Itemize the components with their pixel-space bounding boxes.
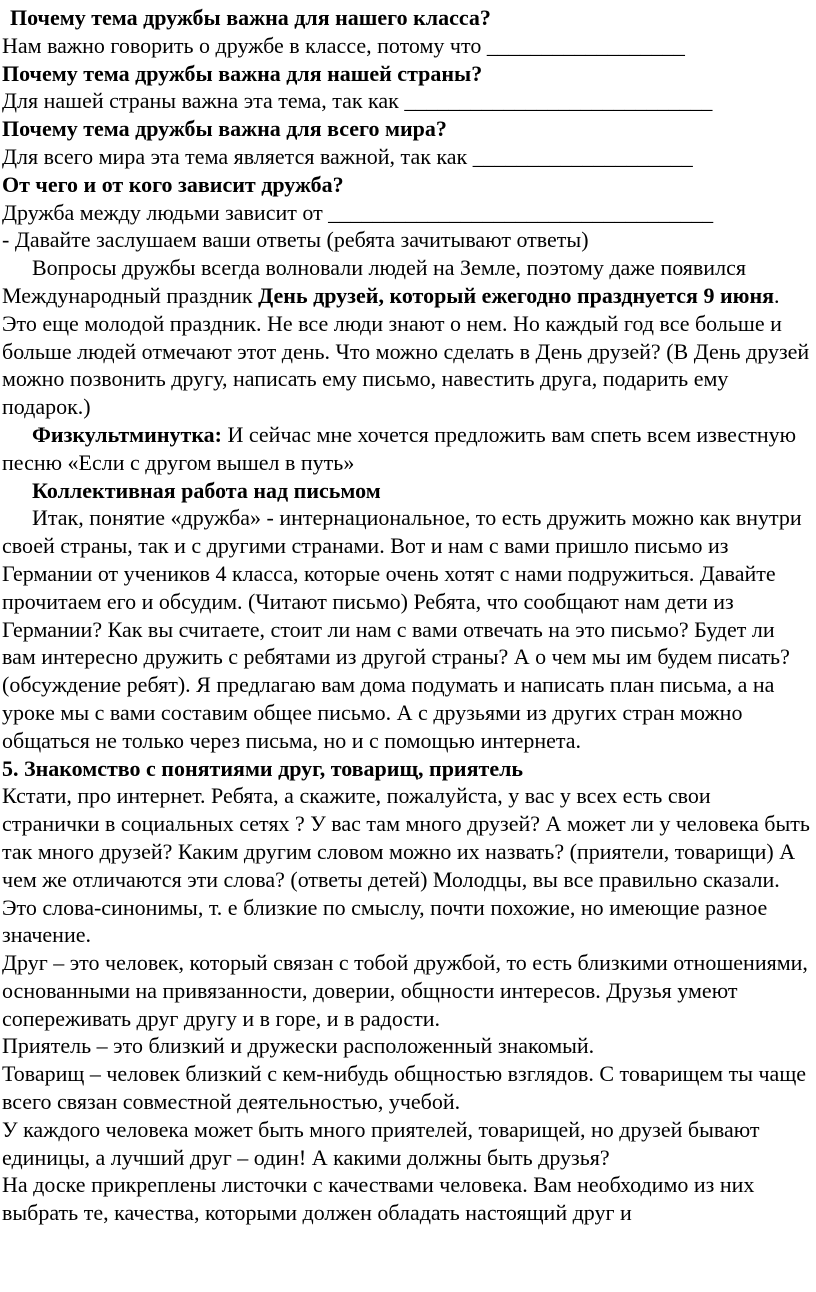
question-world-heading: Почему тема дружбы важна для всего мира? — [2, 116, 447, 142]
friends-day-highlight: День друзей, который ежегодно празднуется 9 июня — [258, 282, 775, 308]
question-class-heading: Почему тема дружбы важна для нашего класса? — [10, 5, 491, 30]
fizminutka-paragraph — [2, 421, 812, 477]
internet-paragraph: Кстати, про интернет. Ребята, а скажите, пожалуйста, у вас у всех есть свои странички в социальных сетях ? У вас там много друзей? А может ли у человека быть так много друзей? Каким другим словом можно их назвать? (приятели, товарищи) А чем же отличаются эти слова? (ответы детей) Молодцы, вы все правильно сказали. Это слова-синонимы, т. е близкие по смыслу, почти похожие, но имеющие разное значение. — [2, 783, 810, 948]
fizminutka-label: Физкультминутка: — [32, 421, 222, 447]
definition-friend: Друг – это человек, который связан с тобой дружбой, то есть близкими отношениями, основанными на привязанности, доверии, общности интересов. Друзья умеют сопереживать друг другу и в горе, и в радости. — [2, 950, 808, 1031]
every-person-paragraph: У каждого человека может быть много приятелей, товарищей, но друзей бывают единицы, а лучший друг – один! А какими должны быть друзья? — [2, 1116, 760, 1170]
friends-day-text-start: Вопросы дружбы всегда волновали людей на Земле, поэтому даже появился Международный праздник — [2, 255, 746, 308]
board-paragraph: На доске прикреплены листочки с качествами человека. Вам необходимо из них выбрать те, качества, которыми должен обладать настоящий друг и — [2, 1172, 755, 1226]
question-country-answer: Для нашей страны важна эта тема, так как ____________________________ — [2, 88, 713, 114]
letter-paragraph: Итак, понятие «дружба» - интернациональное, то есть дружить можно как внутри своей страны, так и с другими странами. Вот и нам с вами пришло письмо из Германии от учеников 4 класса, которые очень хотят с нами подружиться. Давайте прочитаем его и обсудим. (Читают письмо) Ребята, что сообщают нам дети из Германии? Как вы считаете, стоит ли нам с вами отвечать на это письмо? Будет ли вам интересно дружить с ребятами из другой страны? А о чем мы им будем писать? (обсуждение ребят). Я предлагаю вам дома подумать и написать план письма, а на уроке мы с вами составим общее письмо. А с друзьями из других стран можно общаться не только через письма, но и с помощью интернета. — [2, 505, 802, 753]
fizminutka-text: И сейчас мне хочется предложить вам спеть всем известную песню «Если с другом вышел в путь» — [2, 421, 797, 475]
question-depends-answer: Дружба между людьми зависит от ___________________________________ — [2, 199, 714, 225]
question-country-heading: Почему тема дружбы важна для нашей страны? — [2, 60, 483, 86]
question-class-answer: Нам важно говорить о дружбе в классе, потому что __________________ — [2, 32, 685, 58]
listen-answers-line: - Давайте заслушаем ваши ответы (ребята зачитывают ответы) — [2, 227, 589, 253]
friends-day-paragraph — [2, 254, 812, 421]
definition-tovarisch: Товарищ – человек близкий с кем-нибудь общностью взглядов. С товарищем ты чаще всего связан совместной деятельностью, учебой. — [2, 1061, 807, 1115]
friends-day-text-end: . Это еще молодой праздник. Не все люди знают о нем. Но каждый год все больше и больше людей отмечают этот день. Что можно сделать в День друзей? (В День друзей можно позвонить другу, написать ему письмо, навестить друга, подарить ему подарок.) — [2, 282, 810, 420]
question-depends-heading: От чего и от кого зависит дружба? — [2, 171, 344, 197]
definition-priyatel: Приятель – это близкий и дружески расположенный знакомый. — [2, 1033, 595, 1059]
section-5-heading: 5. Знакомство с понятиями друг, товарищ, приятель — [2, 755, 524, 781]
collective-work-heading: Коллективная работа над письмом — [32, 477, 381, 503]
question-world-answer: Для всего мира эта тема является важной, так как ____________________ — [2, 143, 693, 169]
